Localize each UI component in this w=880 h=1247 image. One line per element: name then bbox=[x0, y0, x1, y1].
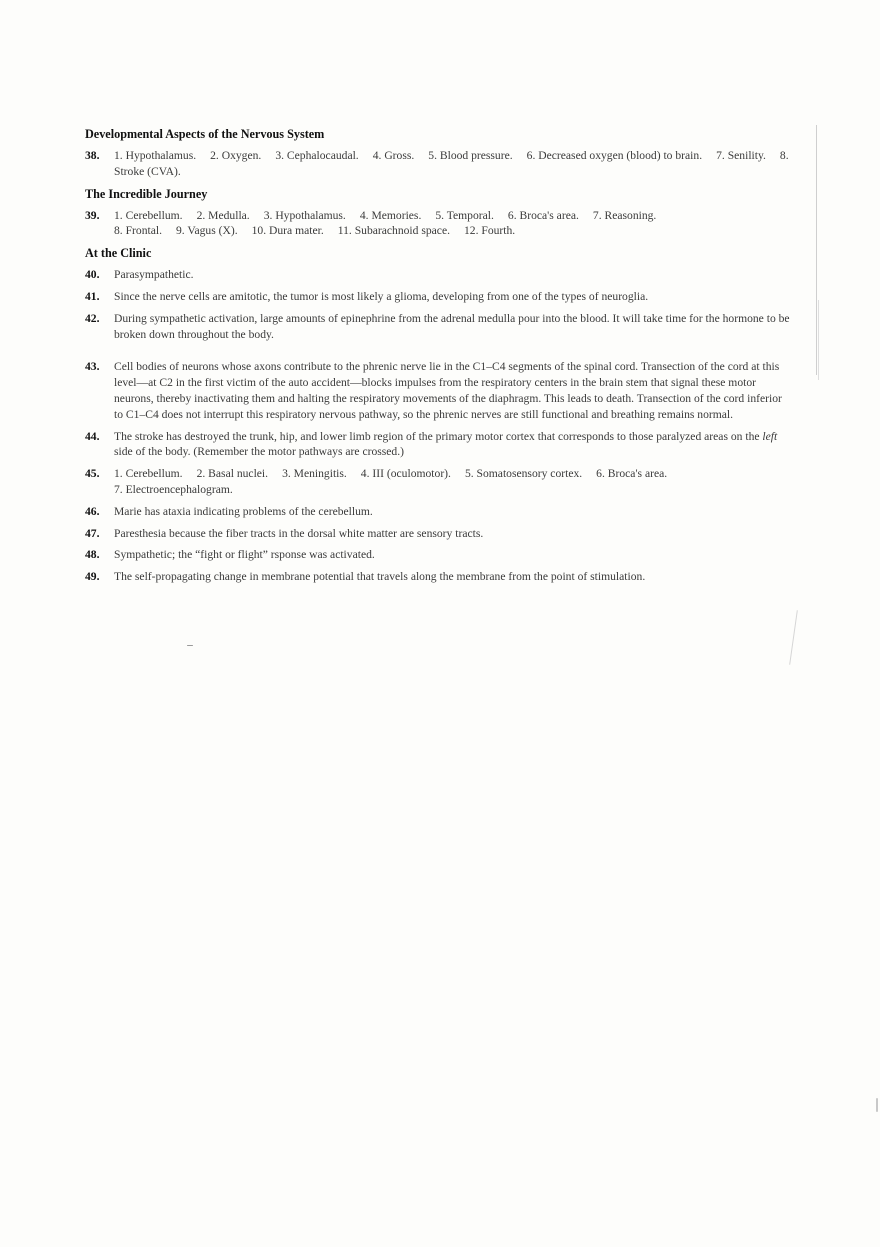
answer-part: 4. III (oculomotor). bbox=[360, 467, 451, 481]
answer-number: 41. bbox=[85, 289, 100, 303]
answer-part: 9. Vagus (X). bbox=[175, 224, 238, 238]
answer-text-emphasis: left bbox=[762, 429, 778, 443]
answer-part: 2. Oxygen. bbox=[210, 149, 262, 162]
answer-41 bbox=[85, 289, 790, 305]
answer-number: 46. bbox=[85, 504, 100, 518]
answer-43 bbox=[85, 359, 790, 422]
section-heading-developmental: Developmental Aspects of the Nervous System bbox=[85, 127, 325, 141]
answer-part: 10. Dura mater. bbox=[251, 224, 324, 238]
scan-edge-line bbox=[818, 300, 819, 380]
answer-number: 45. bbox=[85, 467, 100, 481]
section-heading-clinic: At the Clinic bbox=[85, 246, 152, 261]
answer-text: Cell bodies of neurons whose axons contribute to the phrenic nerve lie in the C1–C4 segments of the spinal cord. Transection of the cord at this level—at C2 in the first victim of the auto accident—blocks impulses from the respiratory centers in the brain stem that signal these motor neurons, thereby inactivating them and halting the respiratory movements of the diaphragm. This leads to death. Transection of the cord inferior to C1–C4 does not interrupt this respiratory nervous pathway, so the phrenic nerves are still functional and breathing remains normal. bbox=[114, 360, 782, 421]
answer-text: During sympathetic activation, large amounts of epinephrine from the adrenal medulla pour into the blood. It will take time for the hormone to be broken down throughout the body. bbox=[114, 311, 790, 341]
answer-text: Parasympathetic. bbox=[114, 268, 194, 282]
answer-number: 48. bbox=[85, 548, 100, 562]
answer-38 bbox=[85, 148, 790, 180]
answer-44 bbox=[85, 429, 790, 461]
answer-part: 4. Gross. bbox=[372, 149, 415, 162]
scan-edge-line bbox=[789, 610, 798, 665]
scan-edge-line bbox=[816, 125, 817, 375]
answer-number: 43. bbox=[85, 360, 100, 374]
answer-part: 11. Subarachnoid space. bbox=[337, 224, 450, 238]
answer-part: 3. Cephalocaudal. bbox=[275, 149, 359, 162]
answer-part: 7. Reasoning. bbox=[592, 208, 657, 222]
answer-part: 7. Electroencephalogram. bbox=[114, 482, 233, 496]
answer-part: 8. Frontal. bbox=[114, 224, 162, 238]
answer-text bbox=[114, 429, 790, 461]
answer-42 bbox=[85, 311, 790, 343]
answer-number: 49. bbox=[85, 570, 100, 584]
answer-45 bbox=[85, 466, 790, 498]
answer-part: 5. Temporal. bbox=[435, 208, 494, 222]
answer-part: 6. Broca's area. bbox=[507, 208, 579, 222]
answer-text: Since the nerve cells are amitotic, the tumor is most likely a glioma, developing from one of the types of neuroglia. bbox=[114, 289, 649, 303]
scan-speck bbox=[187, 645, 193, 646]
answer-text: Sympathetic; the “fight or flight” rsponse was activated. bbox=[114, 548, 375, 562]
answer-49 bbox=[85, 569, 790, 585]
answer-part: 5. Somatosensory cortex. bbox=[464, 467, 583, 481]
answer-text-start: The stroke has destroyed the trunk, hip, and lower limb region of the primary motor cortex that corresponds to those paralyzed areas on the bbox=[114, 429, 763, 443]
answer-number: 42. bbox=[85, 311, 100, 325]
answer-part: 1. Cerebellum. bbox=[114, 208, 183, 222]
answer-number: 38. bbox=[85, 149, 100, 162]
answer-part: 7. Senility. bbox=[716, 149, 766, 162]
answer-text: The self-propagating change in membrane potential that travels along the membrane from the point of stimulation. bbox=[114, 570, 646, 584]
answer-39 bbox=[85, 208, 790, 240]
answer-part: 12. Fourth. bbox=[464, 224, 516, 238]
answer-key bbox=[85, 126, 790, 591]
answer-text bbox=[114, 466, 790, 498]
scan-speck bbox=[876, 1098, 878, 1112]
answer-text: Marie has ataxia indicating problems of the cerebellum. bbox=[114, 504, 373, 518]
answer-48 bbox=[85, 547, 790, 563]
answer-number: 40. bbox=[85, 268, 100, 282]
answer-part: 1. Hypothalamus. bbox=[114, 149, 197, 162]
answer-number: 39. bbox=[85, 208, 100, 222]
answer-part: 6. Broca's area. bbox=[596, 467, 668, 481]
answer-part: 5. Blood pressure. bbox=[428, 149, 513, 162]
answer-text bbox=[114, 208, 790, 240]
answer-part: 1. Cerebellum. bbox=[114, 467, 183, 481]
answer-46 bbox=[85, 504, 790, 520]
answer-text: Paresthesia because the fiber tracts in the dorsal white matter are sensory tracts. bbox=[114, 526, 484, 540]
answer-part: 4. Memories. bbox=[359, 208, 422, 222]
answer-text-end: side of the body. (Remember the motor pathways are crossed.) bbox=[114, 445, 404, 459]
answer-part: 6. Decreased oxygen (blood) to brain. bbox=[526, 149, 703, 162]
answer-text bbox=[114, 148, 790, 180]
answer-part: 3. Meningitis. bbox=[282, 467, 347, 481]
answer-part: 3. Hypothalamus. bbox=[263, 208, 346, 222]
answer-part: 2. Basal nuclei. bbox=[196, 467, 269, 481]
section-heading-journey: The Incredible Journey bbox=[85, 186, 208, 201]
answer-part: 8. Stroke (CVA). bbox=[114, 149, 789, 178]
answer-47 bbox=[85, 526, 790, 542]
answer-number: 44. bbox=[85, 429, 100, 443]
answer-40 bbox=[85, 267, 790, 283]
answer-part: 2. Medulla. bbox=[196, 208, 250, 222]
answer-number: 47. bbox=[85, 526, 100, 540]
